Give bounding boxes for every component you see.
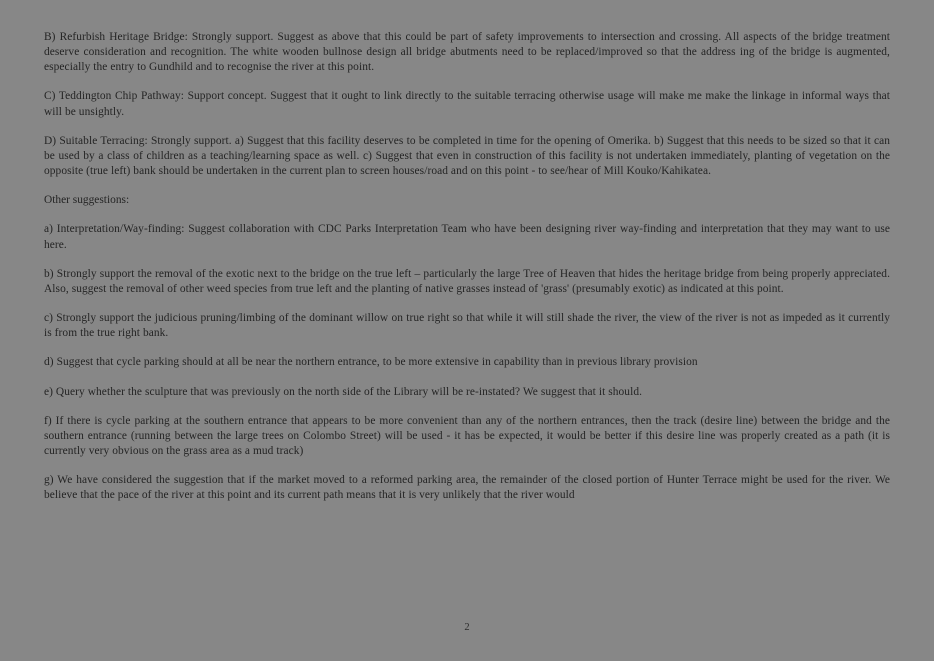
paragraph-d-suitable-terracing: D) Suitable Terracing: Strongly support. a) Suggest that this facility deserves to be completed in time for the opening of Omerika. b) Suggest that this needs to be sized so that it can be used by a class of children as a teaching/learning space as well. c) Suggest that even in construction of this facility is not undertaken immediately, planting of vegetation on the opposite (true left) bank should be undertaken in the current plan to screen houses/road and on this point - to see/hear of Mill Kouko/Kahikatea. — [44, 134, 890, 178]
paragraph-b-exotic-removal: b) Strongly support the removal of the exotic next to the bridge on the true left – particularly the large Tree of Heaven that hides the heritage bridge from being properly appreciated. Also, suggest the removal of other weed species from true left and the planting of native grasses instead of 'grass' (presumably exotic) as indicated at this point. — [44, 267, 890, 295]
paragraph-c-willow-pruning: c) Strongly support the judicious pruning/limbing of the dominant willow on true right so that while it will still shade the river, the view of the river is not as impeded as it currently is from the true right bank. — [44, 312, 890, 340]
paragraph-c-teddington-chip-pathway: C) Teddington Chip Pathway: Support concept. Suggest that it ought to link directly to the suitable terracing otherwise usage will make me make the linkage in informal ways that will be unsightly. — [44, 90, 890, 118]
heading-other-suggestions: Other suggestions: — [44, 194, 130, 207]
paragraph-g-hunter-terrace: g) We have considered the suggestion that if the market moved to a reformed parking area, the remainder of the closed portion of Hunter Terrace might be used for the river. We believe that the pace of the river at this point and its current path means that it is very unlikely that the river would — [44, 474, 890, 502]
paragraph-e-sculpture-query: e) Query whether the sculpture that was previously on the north side of the Library will be re-instated? We suggest that it should. — [44, 385, 643, 398]
page-number: 2 — [464, 622, 470, 633]
paragraph-b-refurbish-heritage-bridge: B) Refurbish Heritage Bridge: Strongly support. Suggest as above that this could be part of safety improvements to intersection and crossing. All aspects of the bridge treatment deserve consideration and recognition. The white wooden bullnose design all bridge abutments need to be replaced/improved so that the address ing of the bridge is augmented, especially the entry to Gundhild and to recognise the river at this point. — [44, 31, 890, 74]
document-body — [44, 30, 890, 503]
paragraph-a-interpretation-wayfinding: a) Interpretation/Way-finding: Suggest collaboration with CDC Parks Interpretation Team who have been designing river way-finding and interpretation that they may want to use here. — [44, 223, 890, 251]
paragraph-d-cycle-parking: d) Suggest that cycle parking should at all be near the northern entrance, to be more extensive in capability than in previous library provision — [44, 356, 698, 369]
paragraph-f-desire-line-path: f) If there is cycle parking at the southern entrance that appears to be more convenient than any of the northern entrances, then the track (desire line) between the bridge and the southern entrance (running between the large trees on Colombo Street) will be used - it has be expected, it would be better if this desire line was properly created as a path (it is currently very obvious on the grass area as a mud track) — [44, 414, 890, 457]
